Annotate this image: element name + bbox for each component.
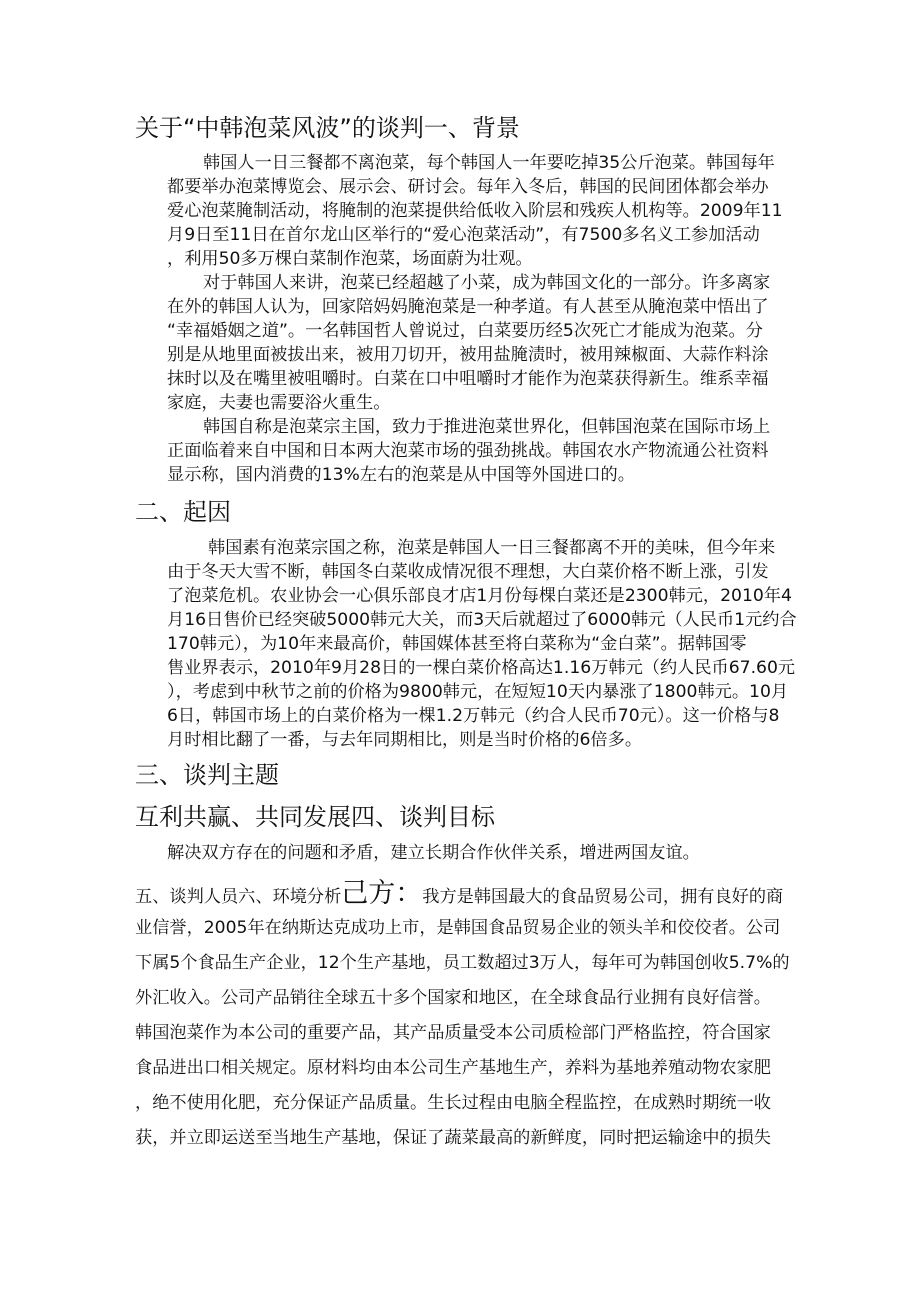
heading-topic: 三、谈判主题: [135, 761, 279, 789]
text-line: 韩国泡菜作为本公司的重要产品，其产品质量受本公司质检部门严格监控，符合国家: [135, 1023, 771, 1043]
text-line: 业信誉，2005年在纳斯达克成功上市，是韩国食品贸易企业的领头羊和佼佼者。公司: [135, 918, 781, 938]
text-line: 抹时以及在嘴里被咀嚼时。白菜在口中咀嚼时才能作为泡菜获得新生。维系幸福: [167, 369, 769, 389]
text-line: 售业界表示，2010年9月28日的一棵白菜价格高达1.16万韩元（约人民币67.60元: [167, 658, 796, 678]
text-line: 爱心泡菜腌制活动，将腌制的泡菜提供给低收入阶层和残疾人机构等。2009年11: [167, 201, 783, 221]
text-line: 月时相比翻了一番，与去年同期相比，则是当时价格的6倍多。: [167, 730, 643, 750]
text-line: ，绝不使用化肥，充分保证产品质量。生长过程由电脑全程监控，在成熟时期统一收: [135, 1093, 771, 1113]
text-line: 外汇收入。公司产品销往全球五十多个国家和地区，在全球食品行业拥有良好信誉。: [135, 988, 771, 1008]
text-line: 都要举办泡菜博览会、展示会、研讨会。每年入冬后，韩国的民间团体都会举办: [167, 177, 769, 197]
text-line: ），考虑到中秋节之前的价格为9800韩元，在短短10天内暴涨了1800韩元。10月: [167, 682, 789, 702]
text-line: 下属5个食品生产企业，12个生产基地，员工数超过3万人，每年可为韩国创收5.7%的: [135, 953, 790, 973]
text-line: 显示称，国内消费的13%左右的泡菜是从中国等外国进口的。: [167, 465, 635, 485]
text-line: 韩国自称是泡菜宗主国，致力于推进泡菜世界化，但韩国泡菜在国际市场上: [203, 417, 771, 437]
text-line: 食品进出口相关规定。原材料均由本公司生产基地生产，养料为基地养殖动物农家肥: [135, 1058, 771, 1078]
text-line: 6日，韩国市场上的白菜价格为一棵1.2万韩元（约合人民币70元）。这一价格与8: [167, 706, 780, 726]
personnel-environment-heading: 五、谈判人员六、环境分析: [135, 887, 342, 907]
own-side-text: 我方是韩国最大的食品贸易公司，拥有良好的商: [422, 887, 784, 907]
heading-goal: 互利共赢、共同发展四、谈判目标: [135, 803, 495, 831]
text-line: 了泡菜危机。农业协会一心俱乐部良才店1月份每棵白菜还是2300韩元，2010年4: [167, 586, 792, 606]
text-line: 韩国素有泡菜宗国之称，泡菜是韩国人一日三餐都离不开的美味，但今年来: [208, 538, 776, 558]
text-line: 获，并立即运送至当地生产基地，保证了蔬菜最高的新鲜度，同时把运输途中的损失: [135, 1128, 771, 1148]
text-line: 月16日售价已经突破5000韩元大关，而3天后就超过了6000韩元（人民币1元约合: [167, 610, 797, 630]
text-line: “幸福婚姻之道”。一名韩国哲人曾说过，白菜要历经5次死亡才能成为泡菜。分: [167, 321, 763, 341]
text-line: 韩国人一日三餐都不离泡菜，每个韩国人一年要吃掉35公斤泡菜。韩国每年: [203, 153, 775, 173]
text-line: 对于韩国人来讲，泡菜已经超越了小菜，成为韩国文化的一部分。许多离家: [203, 273, 771, 293]
text-line: 月9日至11日在首尔龙山区举行的“爱心泡菜活动”，有7500多名义工参加活动: [167, 225, 760, 245]
text-line: 别是从地里面被拔出来，被用刀切开，被用盐腌渍时，被用辣椒面、大蒜作料涂: [167, 345, 769, 365]
document-title: 关于“中韩泡菜风波”的谈判一、背景: [135, 114, 520, 142]
text-line: 由于冬天大雪不断，韩国冬白菜收成情况很不理想，大白菜价格不断上涨，引发: [167, 562, 769, 582]
text-line: 正面临着来自中国和日本两大泡菜市场的强劲挑战。韩国农水产物流通公社资料: [167, 441, 769, 461]
text-line: 170韩元），为10年来最高价，韩国媒体甚至将白菜称为“金白菜”。据韩国零: [167, 634, 747, 654]
goal-text: 解决双方存在的问题和矛盾，建立长期合作伙伴关系，增进两国友谊。: [167, 843, 700, 863]
heading-cause: 二、起因: [135, 498, 231, 526]
text-line: ，利用50多万棵白菜制作泡菜，场面蔚为壮观。: [167, 249, 533, 269]
text-line: 家庭，夫妻也需要浴火重生。: [167, 393, 391, 413]
text-line: 在外的韩国人认为，回家陪妈妈腌泡菜是一种孝道。有人甚至从腌泡菜中悟出了: [167, 297, 769, 317]
section5-first-line: [135, 879, 783, 909]
own-side-subheading: 己方：: [341, 878, 423, 909]
